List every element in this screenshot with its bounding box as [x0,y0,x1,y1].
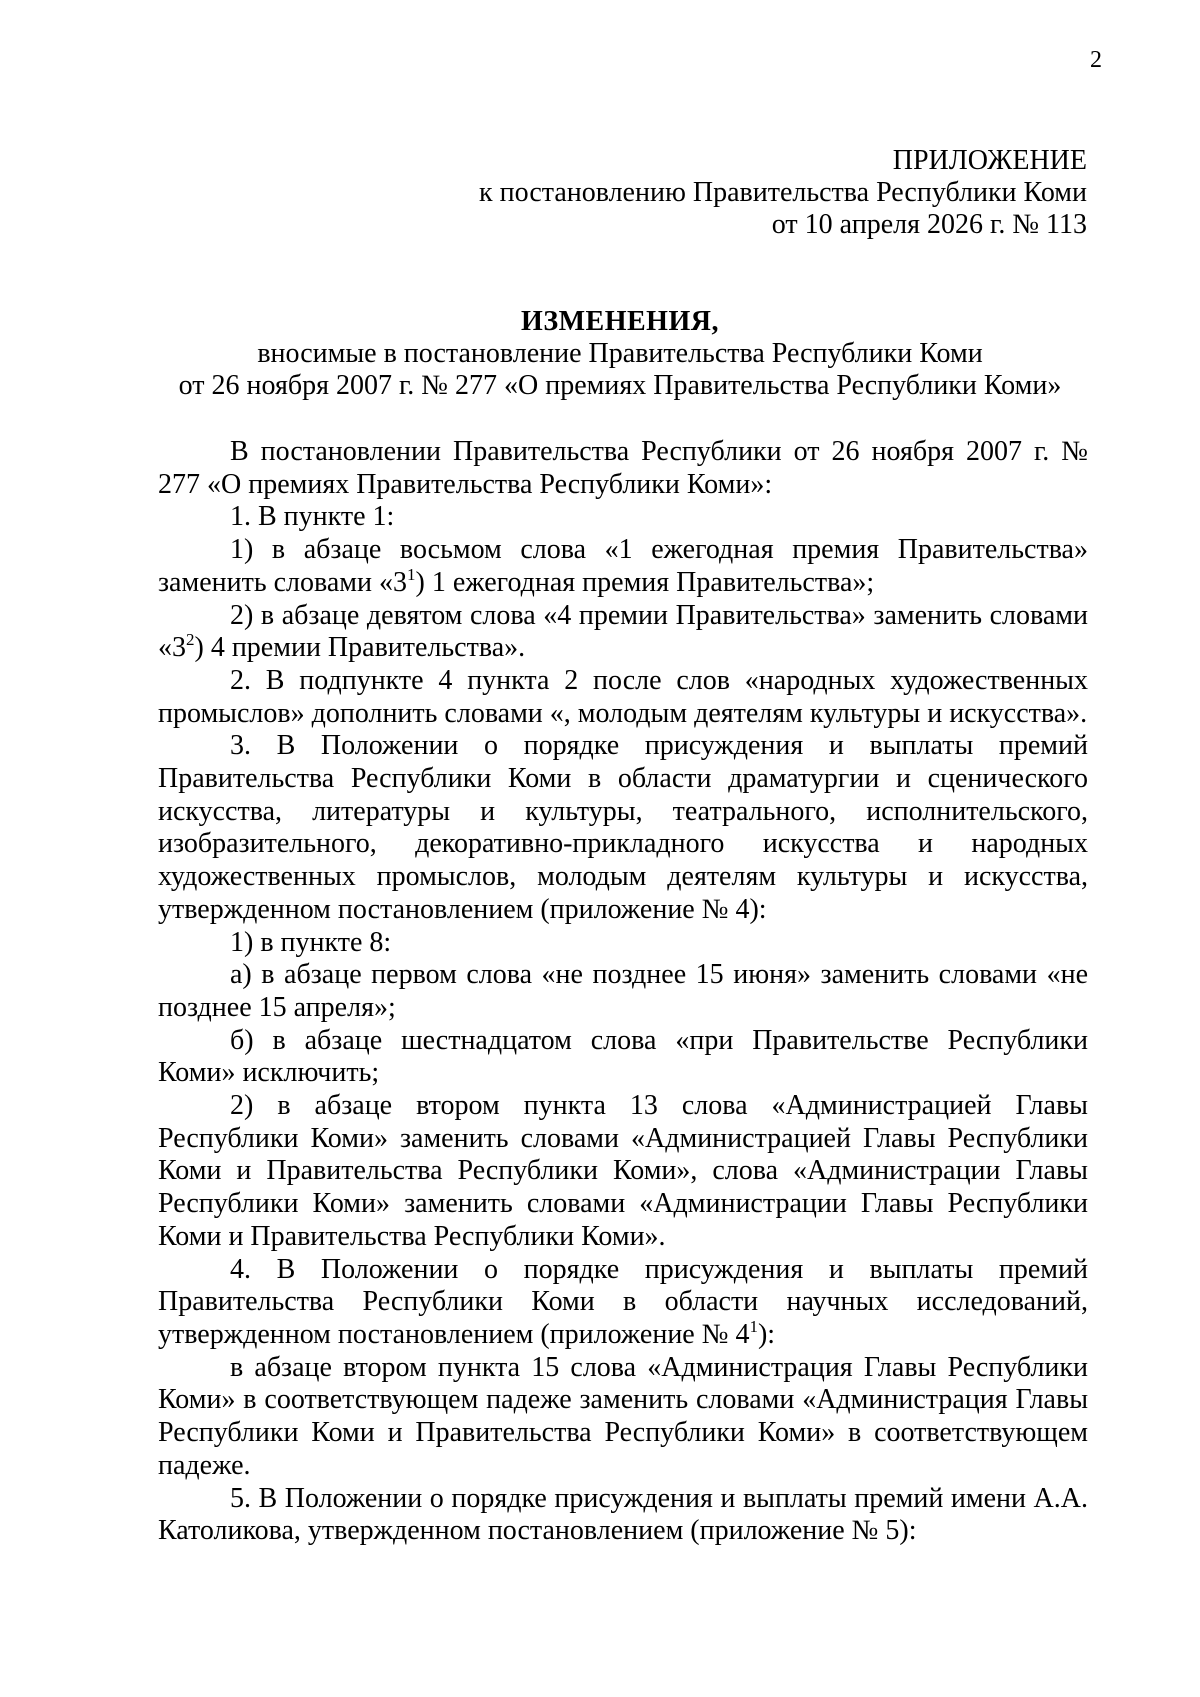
paragraph-3-2: 2) в абзаце втором пункта 13 слова «Администрацией Главы Республики Коми» заменить словами «Администрацией Главы Республики Коми и Правительства Республики Коми», слова «Администрации Главы Республики Коми» заменить словами «Администрации Главы Республики Коми и Правительства Республики Коми». [158,1090,1088,1252]
superscript: 1 [407,564,416,584]
annex-block [387,145,1087,241]
page-number: 2 [1090,47,1102,73]
paragraph-4-text-b: ): [757,1318,776,1350]
heading-subtitle-line1: вносимые в постановление Правительства Республики Коми [257,338,983,369]
paragraph-1-2 [158,600,1088,665]
paragraph-1-2-text-a: 2) в абзаце девятом слова «4 премии Правительства» заменить словами «3 [158,599,1088,664]
paragraph-3-1-a: а) в абзаце первом слова «не позднее 15 июня» заменить словами «не позднее 15 апреля»; [158,959,1088,1023]
paragraph-3: 3. В Положении о порядке присуждения и выплаты премий Правительства Республики Коми в области драматургии и сценического искусства, литературы и культуры, театрального, исполнительского, изобразительного, декоративно-прикладного искусства и народных художественных промыслов, молодым деятелям культуры и искусства, утвержденном постановлением (приложение № 4): [158,730,1088,925]
paragraph-1-1-text-a: 1) в абзаце восьмом слова «1 ежегодная премия Правительства» заменить словами «3 [158,534,1088,598]
superscript: 1 [749,1316,758,1336]
paragraph-4-1: в абзаце втором пункта 15 слова «Администрация Главы Республики Коми» в соответствующем падеже заменить словами «Администрация Главы Республики Коми и Правительства Республики Коми» в соответствующем падеже. [158,1351,1088,1481]
paragraph-intro: В постановлении Правительства Республики от 26 ноября 2007 г. № 277 «О премиях Правительства Республики Коми»: [158,436,1088,500]
paragraph-1-1 [158,534,1088,599]
paragraph-4-text-a: 4. В Положении о порядке присуждения и выплаты премий Правительства Республики Коми в области научных исследований, утвержденном постановлением (приложение № 4 [158,1253,1088,1350]
paragraph-2: 2. В подпункте 4 пункта 2 после слов «народных художественных промыслов» дополнить словами «, молодым деятелям культуры и искусства». [158,664,1088,729]
annex-date-number: от 10 апреля 2026 г. № 113 [771,209,1087,240]
annex-reference: к постановлению Правительства Республики Коми [479,177,1087,208]
paragraph-4 [158,1254,1088,1352]
heading-title: ИЗМЕНЕНИЯ, [521,306,719,337]
document-heading [150,306,1090,402]
paragraph-5: 5. В Положении о порядке присуждения и выплаты премий имени А.А. Католикова, утвержденном постановлением (приложение № 5): [158,1482,1088,1547]
paragraph-1: 1. В пункте 1: [230,501,395,533]
paragraph-1-1-text-b: ) 1 ежегодная премия Правительства»; [415,566,875,598]
paragraph-1-2-text-b: ) 4 премии Правительства». [194,632,526,664]
paragraph-3-1-b: б) в абзаце шестнадцатом слова «при Правительстве Республики Коми» исключить; [158,1024,1088,1089]
superscript: 2 [186,630,195,650]
heading-subtitle-line2: от 26 ноября 2007 г. № 277 «О премиях Правительства Республики Коми» [178,370,1062,401]
paragraph-3-1: 1) в пункте 8: [230,926,392,958]
document-body [158,436,1088,1548]
annex-title: ПРИЛОЖЕНИЕ [892,145,1087,176]
